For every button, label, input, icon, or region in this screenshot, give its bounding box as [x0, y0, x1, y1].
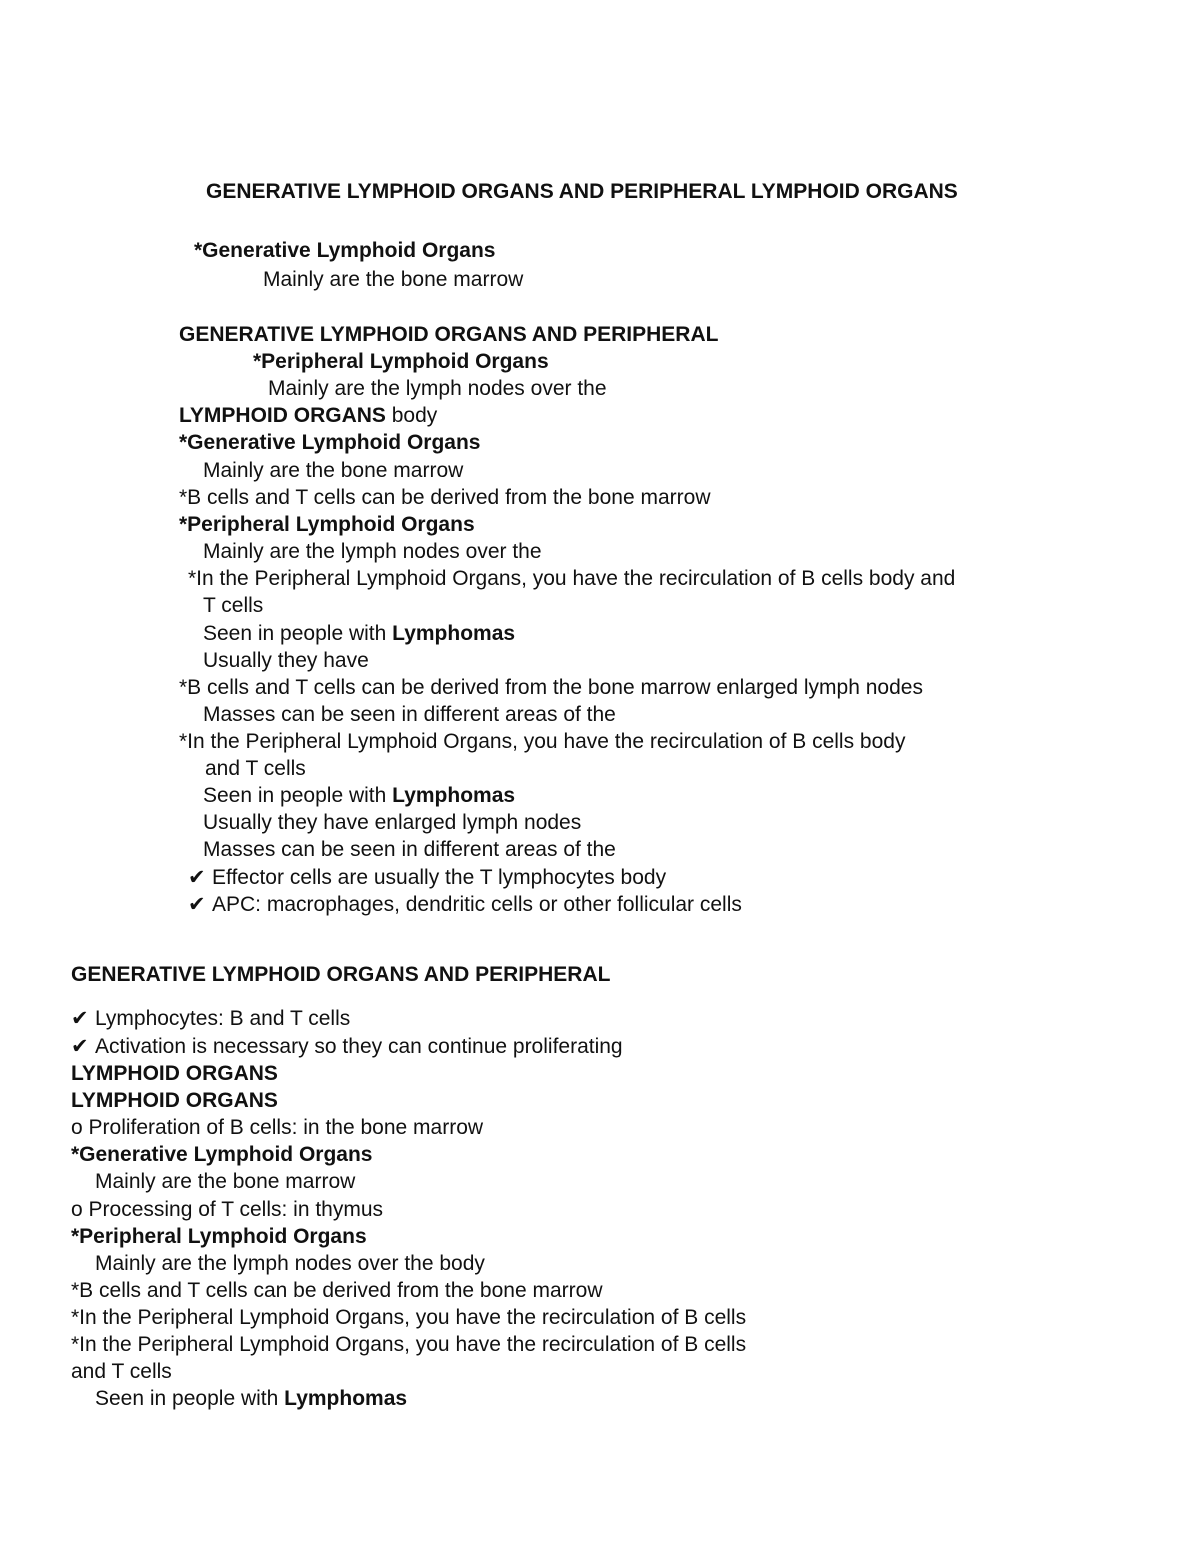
- checkmark-icon: ✔: [188, 893, 206, 916]
- generative-line: Mainly are the bone marrow: [263, 268, 524, 291]
- check-item-lymphocytes: [71, 1006, 350, 1032]
- check-item-effector: [188, 865, 666, 891]
- generative-heading: *Generative Lymphoid Organs: [194, 239, 496, 262]
- lymphomas-bold-3: Lymphomas: [284, 1387, 408, 1410]
- peripheral-heading-3: *Peripheral Lymphoid Organs: [71, 1225, 367, 1248]
- lymphoid-organs-heading-2: LYMPHOID ORGANS: [71, 1089, 278, 1112]
- seen-prefix-1: Seen in people with: [203, 622, 393, 645]
- checkmark-icon: ✔: [71, 1035, 89, 1058]
- recirculation-line-2b: and T cells: [205, 757, 306, 780]
- seen-prefix-3: Seen in people with: [95, 1387, 285, 1410]
- seen-lymphomas-line-1: [203, 621, 515, 647]
- check-item-apc: [188, 892, 742, 918]
- checkmark-icon: ✔: [71, 1007, 89, 1030]
- checkmark-icon: ✔: [188, 866, 206, 889]
- proliferation-line: o Proliferation of B cells: in the bone marrow: [71, 1116, 484, 1139]
- section3-heading: GENERATIVE LYMPHOID ORGANS AND PERIPHERAL: [71, 963, 611, 986]
- generative-heading-2: *Generative Lymphoid Organs: [179, 431, 481, 454]
- section2-heading: GENERATIVE LYMPHOID ORGANS AND PERIPHERAL: [179, 323, 719, 346]
- lymphomas-bold-2: Lymphomas: [392, 784, 516, 807]
- usually-line-1: Usually they have: [203, 649, 369, 672]
- generative-heading-3: *Generative Lymphoid Organs: [71, 1143, 373, 1166]
- processing-line: o Processing of T cells: in thymus: [71, 1198, 384, 1221]
- lymphoid-organs-heading-1: LYMPHOID ORGANS: [71, 1062, 278, 1085]
- document-title: GENERATIVE LYMPHOID ORGANS AND PERIPHERAL LYMPHOID ORGANS: [206, 180, 958, 203]
- recirculation-line-2a: *In the Peripheral Lymphoid Organs, you have the recirculation of B cells body: [179, 730, 906, 753]
- lymphoid-organs-body-line: [179, 403, 437, 429]
- seen-prefix-2: Seen in people with: [203, 784, 393, 807]
- peripheral-heading: *Peripheral Lymphoid Organs: [253, 350, 549, 373]
- check-item-effector-text: Effector cells are usually the T lymphocytes body: [212, 866, 667, 889]
- recirculation-line-1a: *In the Peripheral Lymphoid Organs, you have the recirculation of B cells body and: [188, 567, 956, 590]
- peripheral-line-2: Mainly are the lymph nodes over the: [203, 540, 542, 563]
- seen-lymphomas-line-3: [95, 1386, 407, 1412]
- peripheral-line: Mainly are the lymph nodes over the: [268, 377, 607, 400]
- generative-line-2: Mainly are the bone marrow: [203, 459, 464, 482]
- bt-cells-line: *B cells and T cells can be derived from the bone marrow: [179, 486, 711, 509]
- check-item-activation: [71, 1034, 623, 1060]
- masses-line-2: Masses can be seen in different areas of the: [203, 838, 616, 861]
- generative-line-3: Mainly are the bone marrow: [95, 1170, 356, 1193]
- peripheral-heading-2: *Peripheral Lymphoid Organs: [179, 513, 475, 536]
- bt-cells-line-3: *B cells and T cells can be derived from the bone marrow: [71, 1279, 603, 1302]
- peripheral-line-3: Mainly are the lymph nodes over the body: [95, 1252, 485, 1275]
- recirculation-line-4: *In the Peripheral Lymphoid Organs, you have the recirculation of B cells: [71, 1333, 747, 1356]
- usually-line-2: Usually they have enlarged lymph nodes: [203, 811, 582, 834]
- and-t-cells-line: and T cells: [71, 1360, 172, 1383]
- lymphoid-organs-bold: LYMPHOID ORGANS: [179, 404, 386, 427]
- seen-lymphomas-line-2: [203, 783, 515, 809]
- lymphomas-bold-1: Lymphomas: [392, 622, 516, 645]
- check-item-apc-text: APC: macrophages, dendritic cells or other follicular cells: [212, 893, 742, 916]
- check-item-activation-text: Activation is necessary so they can continue proliferating: [95, 1035, 623, 1058]
- masses-line-1: Masses can be seen in different areas of the: [203, 703, 616, 726]
- bt-cells-line-2: *B cells and T cells can be derived from the bone marrow enlarged lymph nodes: [179, 676, 923, 699]
- check-item-lymphocytes-text: Lymphocytes: B and T cells: [95, 1007, 351, 1030]
- recirculation-line-1b: T cells: [203, 594, 264, 617]
- lymphoid-organs-rest: body: [385, 404, 438, 427]
- recirculation-line-3: *In the Peripheral Lymphoid Organs, you have the recirculation of B cells: [71, 1306, 747, 1329]
